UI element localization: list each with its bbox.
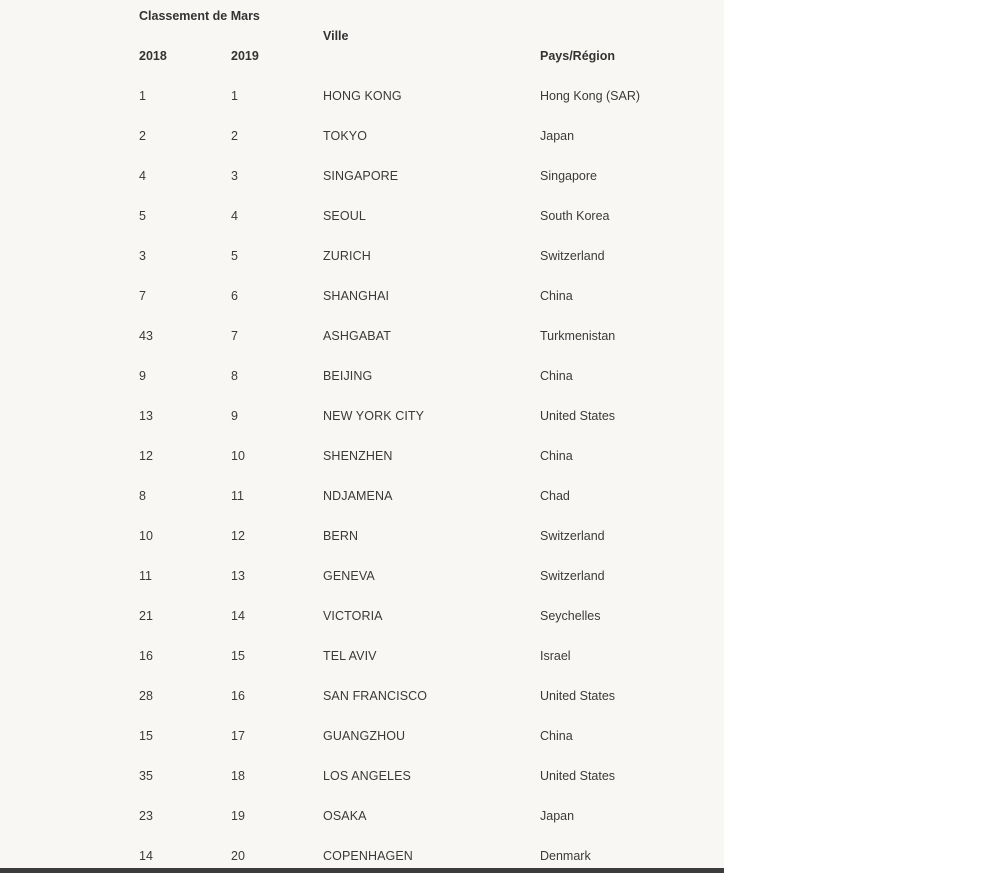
rank-2019-cell: 15 <box>231 649 245 663</box>
country-cell: China <box>540 729 573 743</box>
rank-2018-cell: 43 <box>139 329 153 343</box>
table-row <box>0 196 724 236</box>
city-cell: SHANGHAI <box>323 289 390 303</box>
rank-2018-cell: 16 <box>139 649 153 663</box>
city-cell: LOS ANGELES <box>323 769 411 783</box>
city-cell: BEIJING <box>323 369 373 383</box>
rank-2019-cell: 19 <box>231 809 245 823</box>
country-cell: China <box>540 449 573 463</box>
country-cell: Switzerland <box>540 529 605 543</box>
column-header-2019: 2019 <box>231 49 259 63</box>
country-cell: Israel <box>540 649 571 663</box>
rank-2019-cell: 11 <box>231 489 244 503</box>
city-cell: OSAKA <box>323 809 367 823</box>
country-cell: United States <box>540 689 616 703</box>
rank-2018-cell: 4 <box>139 169 146 183</box>
rank-2018-cell: 13 <box>139 409 153 423</box>
city-cell: SEOUL <box>323 209 366 223</box>
table-row <box>0 756 724 796</box>
table-row <box>0 276 724 316</box>
rank-2018-cell: 2 <box>139 129 146 143</box>
rank-2019-cell: 13 <box>231 569 245 583</box>
country-cell: Japan <box>540 809 575 823</box>
city-cell: COPENHAGEN <box>323 849 413 863</box>
country-cell: South Korea <box>540 209 610 223</box>
table-row <box>0 236 724 276</box>
table-row <box>0 156 724 196</box>
rank-2019-cell: 12 <box>231 529 245 543</box>
country-cell: Hong Kong (SAR) <box>540 89 641 103</box>
rank-2018-cell: 5 <box>139 209 146 223</box>
city-cell: SAN FRANCISCO <box>323 689 428 703</box>
rank-2018-cell: 1 <box>139 89 146 103</box>
city-cell: VICTORIA <box>323 609 383 623</box>
rank-2018-cell: 23 <box>139 809 153 823</box>
rank-2019-cell: 3 <box>231 169 238 183</box>
table-caption: Classement de Mars <box>139 9 260 23</box>
city-cell: BERN <box>323 529 359 543</box>
rank-2019-cell: 16 <box>231 689 245 703</box>
country-cell: Chad <box>540 489 570 503</box>
table-row <box>0 596 724 636</box>
city-cell: SHENZHEN <box>323 449 393 463</box>
bottom-scroll-bar[interactable] <box>0 868 724 873</box>
table-row <box>0 716 724 756</box>
rank-2019-cell: 8 <box>231 369 238 383</box>
city-cell: ZURICH <box>323 249 371 263</box>
rank-2018-cell: 11 <box>139 569 152 583</box>
rank-2018-cell: 21 <box>139 609 153 623</box>
city-cell: TEL AVIV <box>323 649 377 663</box>
city-cell: SINGAPORE <box>323 169 399 183</box>
table-row <box>0 76 724 116</box>
city-cell: NDJAMENA <box>323 489 393 503</box>
rank-2018-cell: 14 <box>139 849 153 863</box>
rank-2018-cell: 9 <box>139 369 146 383</box>
rank-2018-cell: 3 <box>139 249 146 263</box>
rank-2019-cell: 20 <box>231 849 245 863</box>
rank-2019-cell: 2 <box>231 129 238 143</box>
city-cell: ASHGABAT <box>323 329 391 343</box>
table-row <box>0 516 724 556</box>
country-cell: Denmark <box>540 849 591 863</box>
country-cell: China <box>540 289 573 303</box>
table-row <box>0 116 724 156</box>
table-row <box>0 316 724 356</box>
rank-2018-cell: 10 <box>139 529 153 543</box>
country-cell: United States <box>540 769 616 783</box>
rank-2018-cell: 12 <box>139 449 153 463</box>
column-header-pays: Pays/Région <box>540 49 616 63</box>
country-cell: United States <box>540 409 616 423</box>
rank-2019-cell: 7 <box>231 329 238 343</box>
column-header-2018: 2018 <box>139 49 167 63</box>
table-row <box>0 476 724 516</box>
table-row <box>0 796 724 836</box>
country-cell: Switzerland <box>540 249 605 263</box>
rank-2018-cell: 8 <box>139 489 146 503</box>
country-cell: Switzerland <box>540 569 605 583</box>
rank-2019-cell: 14 <box>231 609 245 623</box>
table-row <box>0 356 724 396</box>
rank-2018-cell: 7 <box>139 289 146 303</box>
rank-2019-cell: 5 <box>231 249 238 263</box>
country-cell: Seychelles <box>540 609 601 623</box>
table-row <box>0 676 724 716</box>
table-row <box>0 396 724 436</box>
rank-2019-cell: 9 <box>231 409 238 423</box>
rank-2019-cell: 10 <box>231 449 245 463</box>
city-cell: GUANGZHOU <box>323 729 406 743</box>
rank-2019-cell: 18 <box>231 769 245 783</box>
rank-2018-cell: 15 <box>139 729 153 743</box>
city-cell: TOKYO <box>323 129 368 143</box>
city-cell: GENEVA <box>323 569 375 583</box>
rank-2019-cell: 6 <box>231 289 238 303</box>
table-row <box>0 436 724 476</box>
column-header-ville: Ville <box>323 29 349 43</box>
city-cell: NEW YORK CITY <box>323 409 425 423</box>
city-cell: HONG KONG <box>323 89 402 103</box>
rank-2019-cell: 17 <box>231 729 245 743</box>
country-cell: Japan <box>540 129 575 143</box>
table-row <box>0 636 724 676</box>
rank-2019-cell: 1 <box>231 89 238 103</box>
table-row <box>0 556 724 596</box>
country-cell: China <box>540 369 573 383</box>
rank-2018-cell: 35 <box>139 769 153 783</box>
rank-2019-cell: 4 <box>231 209 238 223</box>
country-cell: Singapore <box>540 169 597 183</box>
country-cell: Turkmenistan <box>540 329 616 343</box>
table-body <box>0 76 724 876</box>
rank-2018-cell: 28 <box>139 689 153 703</box>
